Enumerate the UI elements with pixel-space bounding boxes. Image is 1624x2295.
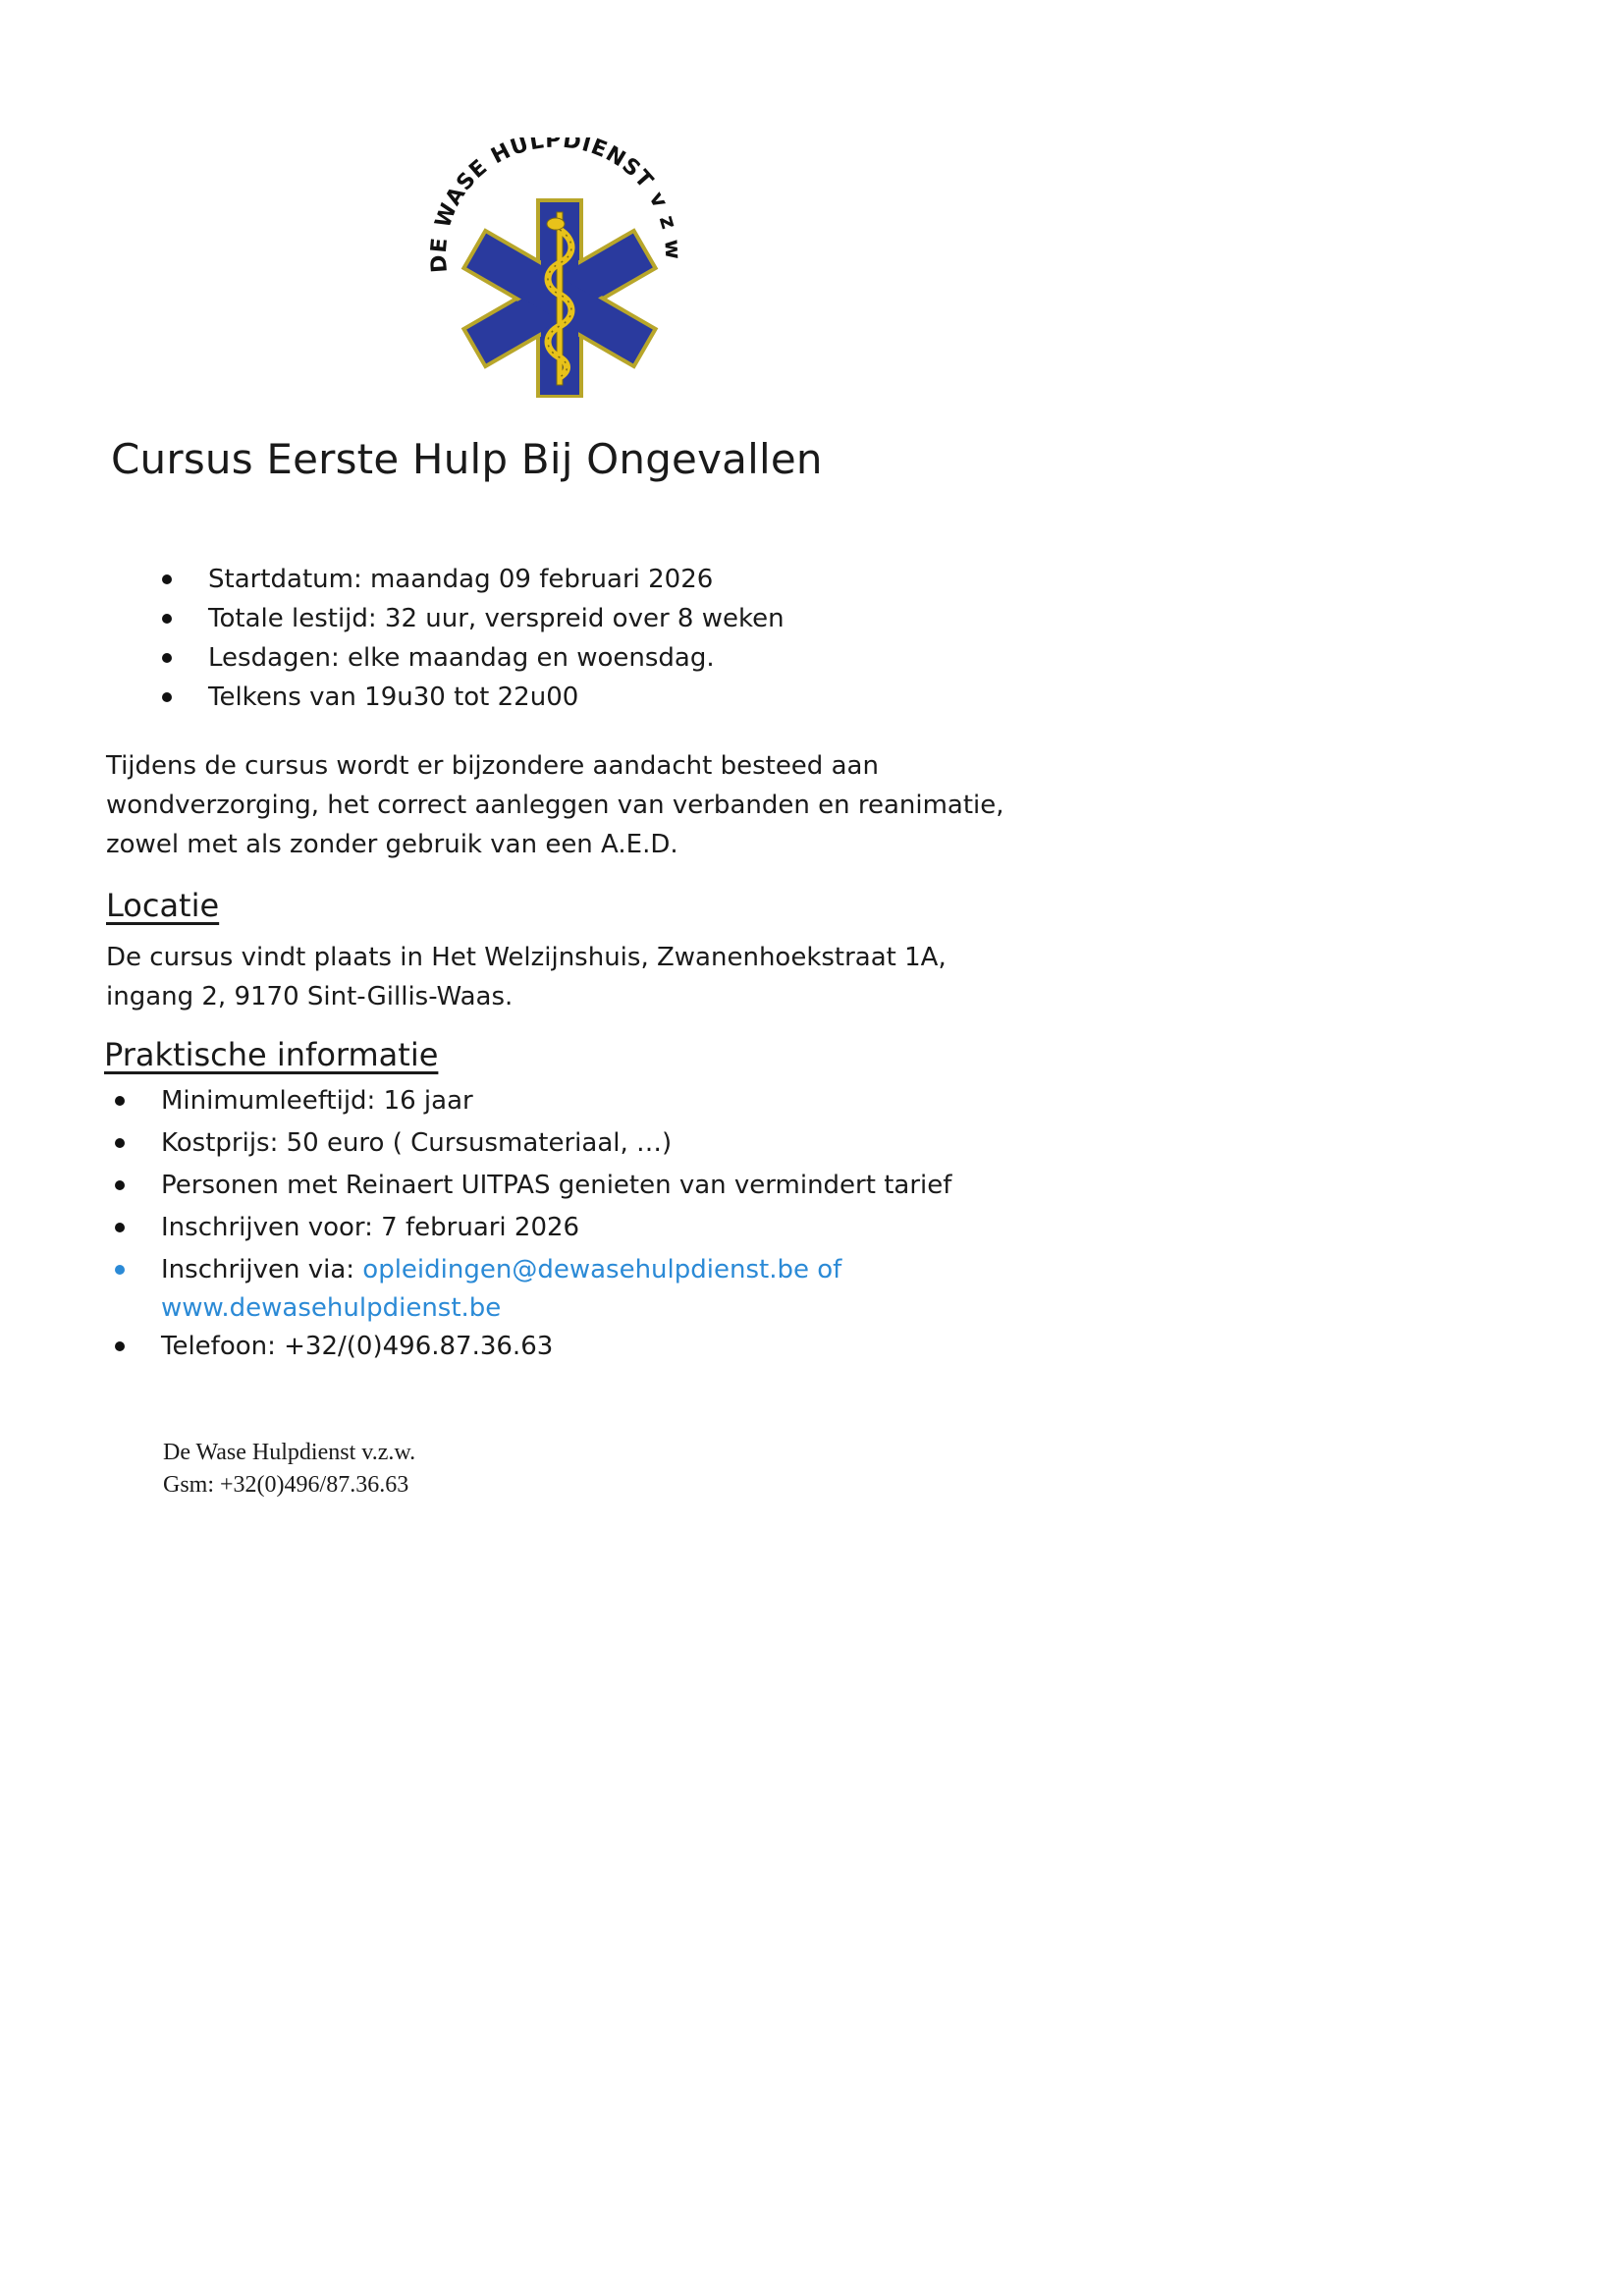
practical-info-list xyxy=(161,1082,951,1370)
deadline-item: Inschrijven voor: 7 februari 2026 xyxy=(161,1209,951,1251)
star-of-life-icon xyxy=(398,137,722,398)
list-item: Lesdagen: elke maandag en woensdag. xyxy=(208,638,785,678)
min-age-item: Minimumleeftijd: 16 jaar xyxy=(161,1082,951,1124)
location-address xyxy=(106,938,1068,1016)
price-item: Kostprijs: 50 euro ( Cursusmateriaal, …) xyxy=(161,1124,951,1167)
course-description: Tijdens de cursus wordt er bijzondere aandacht besteed aan wondverzorging, het correct aanleggen van verbanden en reanimatie, zowel met als zonder gebruik van een A.E.D. xyxy=(106,751,1004,859)
list-item: Startdatum: maandag 09 februari 2026 xyxy=(208,560,785,599)
footer-organization: De Wase Hulpdienst v.z.w. xyxy=(163,1440,416,1465)
location-heading: Locatie xyxy=(106,887,220,924)
list-item: Totale lestijd: 32 uur, verspreid over 8 weken xyxy=(208,599,785,638)
website-link[interactable]: www.dewasehulpdienst.be xyxy=(161,1293,502,1323)
svg-text:DE WASE HULPDIENST v z w: DE WASE HULPDIENST v z w xyxy=(426,137,685,274)
list-item: Telkens van 19u30 tot 22u00 xyxy=(208,678,785,717)
registration-email-link[interactable]: opleidingen@dewasehulpdienst.be of xyxy=(362,1255,842,1284)
registration-label: Inschrijven via: xyxy=(161,1255,363,1284)
footer-contact xyxy=(163,1437,415,1502)
registration-item xyxy=(161,1251,951,1328)
course-details-list xyxy=(208,560,785,717)
phone-item: Telefoon: +32/(0)496.87.36.63 xyxy=(161,1328,951,1370)
footer-gsm: Gsm: +32(0)496/87.36.63 xyxy=(163,1472,409,1498)
page-title: Cursus Eerste Hulp Bij Ongevallen xyxy=(111,435,823,483)
uitpas-item: Personen met Reinaert UITPAS genieten van vermindert tarief xyxy=(161,1167,951,1209)
practical-info-heading: Praktische informatie xyxy=(104,1036,439,1073)
location-line-1: De cursus vindt plaats in Het Welzijnshuis, Zwanenhoekstraat 1A, xyxy=(106,943,947,972)
location-line-2: ingang 2, 9170 Sint-Gillis-Waas. xyxy=(106,982,514,1011)
organization-logo xyxy=(398,137,722,398)
